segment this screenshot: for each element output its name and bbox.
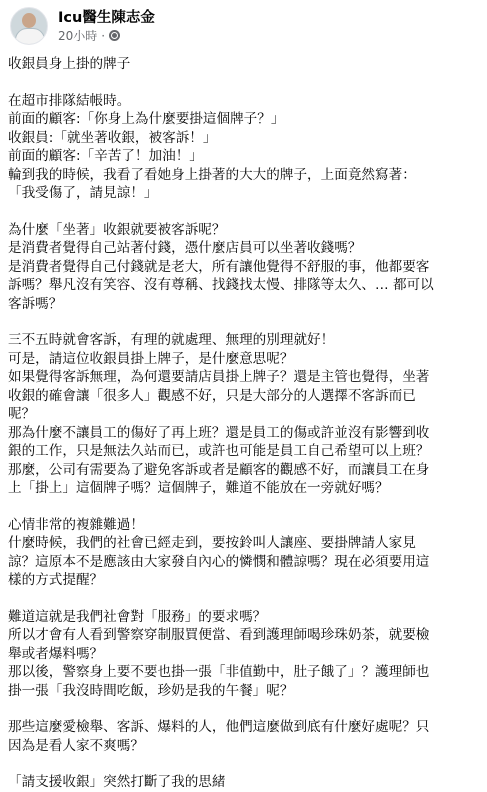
avatar-head (22, 13, 36, 28)
paragraph-gap (8, 313, 480, 331)
paragraph-gap (8, 203, 480, 221)
post-time[interactable]: 20小時 (58, 28, 98, 43)
paragraph-gap (8, 590, 480, 608)
post-text-line: 前面的顧客:「辛苦了！加油！」 (8, 148, 203, 164)
post-text-line: 前面的顧客:「你身上為什麼要掛這個牌子？」 (8, 111, 285, 127)
post-text-line: 在超市排隊結帳時。 (8, 92, 131, 109)
post-text-line: 訴嗎？舉凡沒有笑容、沒有尊稱、找錢找太慢、排隊等太久、… 都可以 (8, 277, 434, 293)
post-meta (58, 9, 155, 44)
separator-dot: · (101, 28, 106, 43)
post-text-line: 舉或者爆料嗎？ (8, 645, 104, 662)
paragraph-gap (8, 74, 480, 92)
post-text-line: 掛一張「我沒時間吃飯，珍奶是我的午餐」呢？ (8, 682, 294, 699)
post-text-line: 那些這麼愛檢舉、客訴、爆料的人，他們這麼做到底有什麼好處呢？只 (8, 719, 430, 735)
post-text-line: 是消費者覺得自己站著付錢，憑什麼店員可以坐著收錢嗎？ (8, 240, 362, 256)
post-text-line: 為什麼「坐著」收銀就要被客訴呢？ (8, 221, 226, 238)
post-text-line: 可是，請這位收銀員掛上牌子，是什麼意思呢？ (8, 350, 294, 367)
post-text-line: 諒？這原本不是應該由大家發自內心的憐憫和體諒嗎？現在必須要用這 (8, 553, 430, 570)
post-text-line: 客訴嗎？ (8, 295, 63, 312)
post-text-line: 呢？ (8, 406, 36, 422)
post-title-line: 收銀員身上掛的牌子 (8, 56, 131, 72)
paragraph-gap (8, 498, 480, 516)
globe-icon (109, 30, 120, 41)
post-content (8, 55, 480, 792)
post-text-line: 什麼時候，我們的社會已經走到，要按鈴叫人讓座、要掛牌請人家見 (8, 535, 416, 551)
post-text-line: 收銀員:「就坐著收銀，被客訴！」 (8, 129, 217, 146)
post-text-line: 那為什麼不讓員工的傷好了再上班？還是員工的傷或許並沒有影響到收 (8, 424, 430, 441)
post-text-line: 那麼，公司有需要為了避免客訴或者是顧客的觀感不好，而讓員工在身 (8, 461, 430, 478)
paragraph-gap (8, 755, 480, 773)
post-text-line: 「請支援收銀」突然打斷了我的思緒 (8, 774, 226, 790)
author-name[interactable]: Icu醫生陳志金 (58, 9, 155, 26)
paragraph-gap (8, 700, 480, 718)
avatar[interactable] (10, 7, 48, 45)
post-text-line: 所以才會有人看到警察穿制服買便當、看到護理師喝珍珠奶茶，就要檢 (8, 627, 430, 643)
post-text-line: 上「掛上」這個牌子嗎？這個牌子，難道不能放在一旁就好嗎？ (8, 480, 389, 496)
post-text-line: 銀的工作，只是無法久站而已，或許也可能是員工自己希望可以上班？ (8, 443, 430, 459)
post-text-line: 心情非常的複雜難過！ (8, 516, 144, 533)
post-text-line: 收銀的確會讓「很多人」觀感不好，只是大部分的人選擇不客訴而已 (8, 387, 416, 404)
post-text-line: 如果覺得客訴無理，為何還要請店員掛上牌子？還是主管也覺得，坐著 (8, 369, 430, 385)
post-text-line: 難道這就是我們社會對「服務」的要求嗎？ (8, 608, 267, 625)
avatar-body (15, 28, 45, 45)
post-header (10, 6, 155, 46)
post-text-line: 是消費者覺得自己付錢就是老大，所有讓他覺得不舒服的事，他都要客 (8, 258, 430, 275)
post-text-line: 樣的方式提醒？ (8, 572, 104, 588)
post-text-line: 輪到我的時候，我看了看她身上掛著的大大的牌子，上面竟然寫著： (8, 166, 416, 183)
post-subline (58, 28, 155, 44)
post-text-line: 那以後，警察身上要不要也掛一張「非值勤中，肚子餓了」？護理師也 (8, 664, 430, 680)
post-text-line: 「我受傷了，請見諒！」 (8, 185, 158, 201)
post-text-line: 三不五時就會客訴，有理的就處理、無理的別理就好！ (8, 332, 335, 348)
post-text-line: 因為是看人家不爽嗎？ (8, 737, 144, 754)
